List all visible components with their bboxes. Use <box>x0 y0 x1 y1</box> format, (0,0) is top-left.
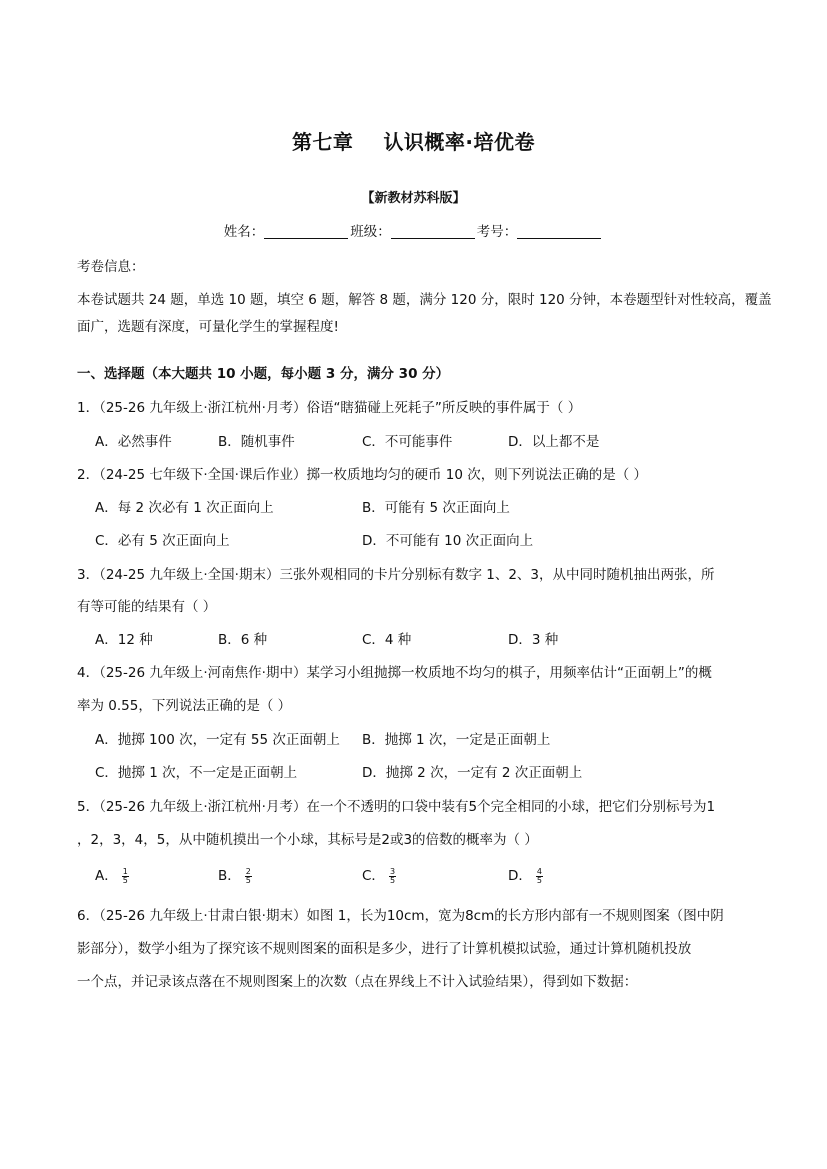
q5-option-d-label: D． <box>508 868 532 884</box>
question-6-line-1: 6．（25-26 九年级上·甘肃白银·期末）如图 1，长为10cm，宽为8cm的长方形内部有一不规则图案（图中阴 <box>77 908 724 924</box>
q5-option-b-fraction: $\frac{2}{5}$ <box>245 866 251 885</box>
question-6-line-3: 一个点，并记录该点落在不规则图案上的次数（点在界线上不计入试验结果），得到如下数据： <box>77 974 638 990</box>
q3-option-c[interactable]: C．4 种 <box>362 632 412 648</box>
question-1-stem: 1．（25-26 九年级上·浙江杭州·月考）俗语“瞎猫碰上死耗子”所反映的事件属于（ ） <box>77 400 582 416</box>
q5-option-d[interactable] <box>508 864 543 885</box>
q5-option-a-label: A． <box>95 868 118 884</box>
question-2-stem: 2．（24-25 七年级下·全国·课后作业）掷一枚质地均匀的硬币 10 次，则下列说法正确的是（ ） <box>77 467 647 483</box>
class-field[interactable] <box>391 224 475 239</box>
section-heading: 一、选择题（本大题共 10 小题，每小题 3 分，满分 30 分） <box>77 366 450 382</box>
student-info-row <box>0 220 827 240</box>
q5-option-d-fraction: $\frac{4}{5}$ <box>536 866 542 885</box>
q5-option-c[interactable] <box>362 864 396 885</box>
q3-option-d[interactable]: D．3 种 <box>508 632 559 648</box>
q5-option-b-label: B． <box>218 868 241 884</box>
q2-option-b[interactable]: B．可能有 5 次正面向上 <box>362 500 510 516</box>
q1-option-c[interactable]: C．不可能事件 <box>362 434 453 450</box>
q1-option-b[interactable]: B．随机事件 <box>218 434 295 450</box>
q1-option-a[interactable]: A．必然事件 <box>95 434 172 450</box>
chapter-label: 第七章 <box>291 130 354 154</box>
info-line-2: 面广，选题有深度，可量化学生的掌握程度! <box>77 319 339 335</box>
q2-option-a[interactable]: A．每 2 次必有 1 次正面向上 <box>95 500 274 516</box>
q4-option-d[interactable]: D．抛掷 2 次，一定有 2 次正面朝上 <box>362 765 583 781</box>
question-5-stem-1: 5．（25-26 九年级上·浙江杭州·月考）在一个不透明的口袋中装有5个完全相同的小球，把它们分别标号为1 <box>77 799 716 815</box>
q1-option-d[interactable]: D．以上都不是 <box>508 434 600 450</box>
q4-option-c[interactable]: C．抛掷 1 次，不一定是正面朝上 <box>95 765 298 781</box>
exam-no-label: 考号： <box>476 224 518 240</box>
q5-option-b[interactable] <box>218 864 252 885</box>
info-line-1: 本卷试题共 24 题，单选 10 题，填空 6 题，解答 8 题，满分 120 分，限时 120 分钟，本卷题型针对性较高，覆盖 <box>77 292 772 308</box>
info-label: 考卷信息： <box>77 259 145 275</box>
edition-label: 【新教材苏科版】 <box>361 191 466 206</box>
q5-option-a-fraction: $\frac{1}{5}$ <box>122 866 128 885</box>
question-3-stem-2: 有等可能的结果有（ ） <box>77 599 217 615</box>
q4-option-a[interactable]: A．抛掷 100 次，一定有 55 次正面朝上 <box>95 732 340 748</box>
q5-option-c-label: C． <box>362 868 385 884</box>
question-4-stem-1: 4．（25-26 九年级上·河南焦作·期中）某学习小组抛掷一枚质地不均匀的棋子，用频率估计“正面朝上”的概 <box>77 665 712 681</box>
question-5-stem-2: ，2，3，4，5，从中随机摸出一个小球，其标号是2或3的倍数的概率为（ ） <box>77 832 538 848</box>
q5-option-c-fraction: $\frac{3}{5}$ <box>389 866 396 885</box>
question-4-stem-2: 率为 0.55，下列说法正确的是（ ） <box>77 698 292 714</box>
q5-option-a[interactable] <box>95 864 129 885</box>
title-text: 认识概率·培优卷 <box>383 130 536 154</box>
class-label: 班级： <box>350 224 391 240</box>
exam-no-field[interactable] <box>517 224 601 239</box>
q2-option-d[interactable]: D．不可能有 10 次正面向上 <box>362 533 534 549</box>
question-6-line-2: 影部分），数学小组为了探究该不规则图案的面积是多少，进行了计算机模拟试验，通过计算机随机投放 <box>77 941 692 957</box>
q3-option-a[interactable]: A．12 种 <box>95 632 153 648</box>
q3-option-b[interactable]: B．6 种 <box>218 632 268 648</box>
q4-option-b[interactable]: B．抛掷 1 次，一定是正面朝上 <box>362 732 551 748</box>
name-label: 姓名： <box>223 224 265 240</box>
page-title <box>0 126 827 155</box>
name-field[interactable] <box>264 224 348 239</box>
question-3-stem-1: 3．（24-25 九年级上·全国·期末）三张外观相同的卡片分别标有数字 1、2、3，从中同时随机抽出两张，所 <box>77 567 715 583</box>
q2-option-c[interactable]: C．必有 5 次正面向上 <box>95 533 230 549</box>
